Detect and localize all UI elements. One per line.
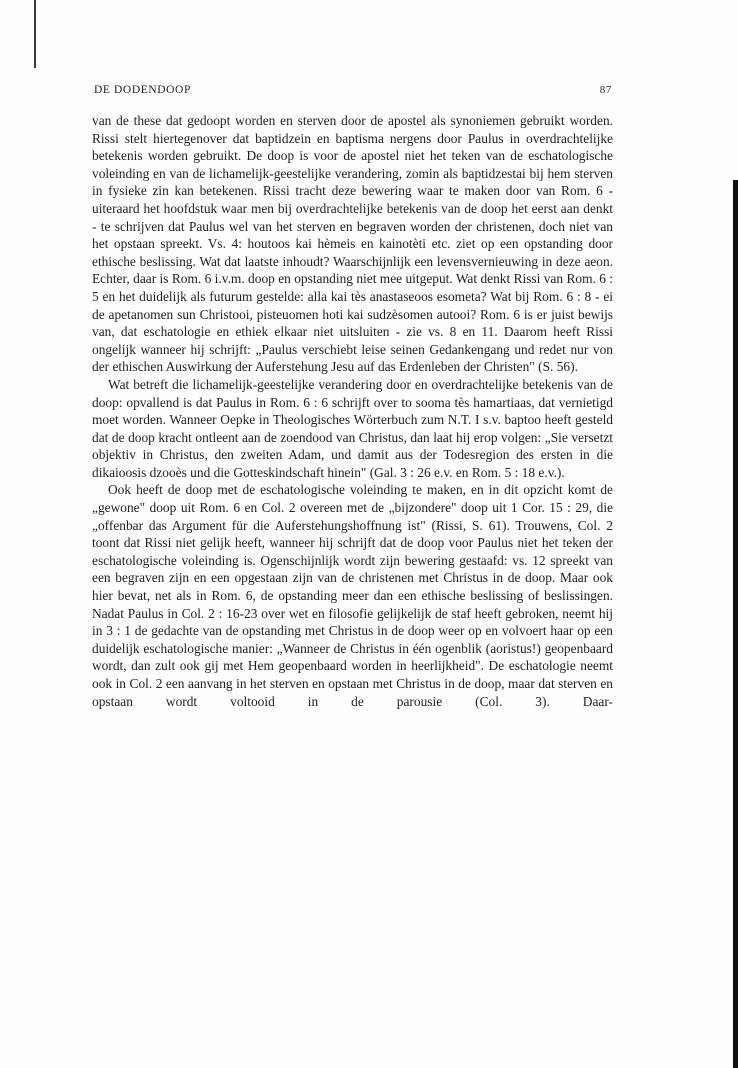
running-head xyxy=(94,84,612,100)
paragraph-3: Ook heeft de doop met de eschatologische voleinding te maken, en in dit opzicht komt de „gewone" doop uit Rom. 6 en Col. 2 overeen met de „bijzondere" doop uit 1 Cor. 15 : 29, die „offenbar das Argument für die Auferstehungshoffnung ist" (Rissi, S. 61). Trouwens, Col. 2 toont dat Rissi niet gelijk heeft, wanneer hij schrijft dat de doop voor Paulus niet het teken der eschatologische voleinding is. Ogenschijnlijk wordt zijn bewering gestaafd: vs. 12 spreekt van een begraven zijn en een opgestaan zijn van de christenen met Christus in de doop. Maar ook hier bevat, net als in Rom. 6, de opstanding meer dan een ethische beslissing of beslissingen. Nadat Paulus in Col. 2 : 16-23 over wet en filosofie gelijkelijk de staf heeft gebroken, neemt hij in 3 : 1 de gedachte van de opstanding met Christus in de doop weer op en volvoert haar op een duidelijk eschatologische manier: „Wanneer de Christus in één ogenblik (aoristus!) geopenbaard wordt, dan zult ook gij met Hem geopenbaard worden in heerlijkheid". De eschatologie neemt ook in Col. 2 een aanvang in het sterven en opstaan met Christus in de doop, maar dat sterven en opstaan wordt voltooid in de parousie (Col. 3). Daar- xyxy=(92,482,613,709)
paragraph-2: Wat betreft die lichamelijk-geestelijke verandering door en overdrachtelijke betekenis van de doop: opvallend is dat Paulus in Rom. 6 : 6 schrijft over to sooma tès hamartiaas, dat vernietigd moet worden. Wanneer Oepke in Theologisches Wörterbuch zum N.T. I s.v. baptoo heeft gesteld dat de doop kracht ontleent aan de zoendood van Christus, dan laat hij erop volgen: „Sie versetzt objektiv in Christus, den zweiten Adam, und damit aus der Todesregion des ersten in die dikaioosis dzooès und die Gotteskindschaft hinein" (Gal. 3 : 26 e.v. en Rom. 5 : 18 e.v.). xyxy=(92,376,613,480)
page-number: 87 xyxy=(599,84,612,96)
scan-edge-right xyxy=(733,180,738,1068)
scan-edge-left xyxy=(34,0,36,68)
running-title: DE DODENDOOP xyxy=(94,84,191,96)
body-text xyxy=(92,112,613,710)
paragraph-1: van de these dat gedoopt worden en sterven door de apostel als synoniemen gebruikt worden. Rissi stelt hiertegenover dat baptidzein en baptisma nergens door Paulus in overdrachtelijke betekenis worden gebruikt. De doop is voor de apostel niet het teken van de eschatologische voleinding en van de lichamelijk-geestelijke verandering, zomin als baptidzestai bij hem sterven in fysieke zin kan betekenen. Rissi tracht deze bewering waar te maken door van Rom. 6 - uiteraard het hoofdstuk waar men bij overdrachtelijke betekenis van de doop het eerst aan denkt - te schrijven dat Paulus wel van het sterven en begraven worden der christenen, doch niet van het opstaan spreekt. Vs. 4: houtoos kai hèmeis en kainotèti etc. ziet op een opstanding door ethische beslissing. Wat dat laatste inhoudt? Waarschijnlijk een levensvernieuwing in deze aeon. Echter, daar is Rom. 6 i.v.m. doop en opstanding niet mee uitgeput. Wat denkt Rissi van Rom. 6 : 5 en het duidelijk als futurum gestelde: alla kai tès anastaseoos esometa? Wat bij Rom. 6 : 8 - ei de apetanomen sun Christooi, pisteuomen hoti kai sudzèsomen autooi? Rom. 6 is er juist bewijs van, dat eschatologie en ethiek elkaar niet uitsluiten - zie vs. 8 en 11. Daarom heeft Rissi ongelijk wanneer hij schrijft: „Paulus verschiebt leise seinen Gedankengang und redet nur von der ethischen Auswirkung der Auferstehung Jesu auf das Erdenleben der Christen" (S. 56). xyxy=(92,113,613,375)
